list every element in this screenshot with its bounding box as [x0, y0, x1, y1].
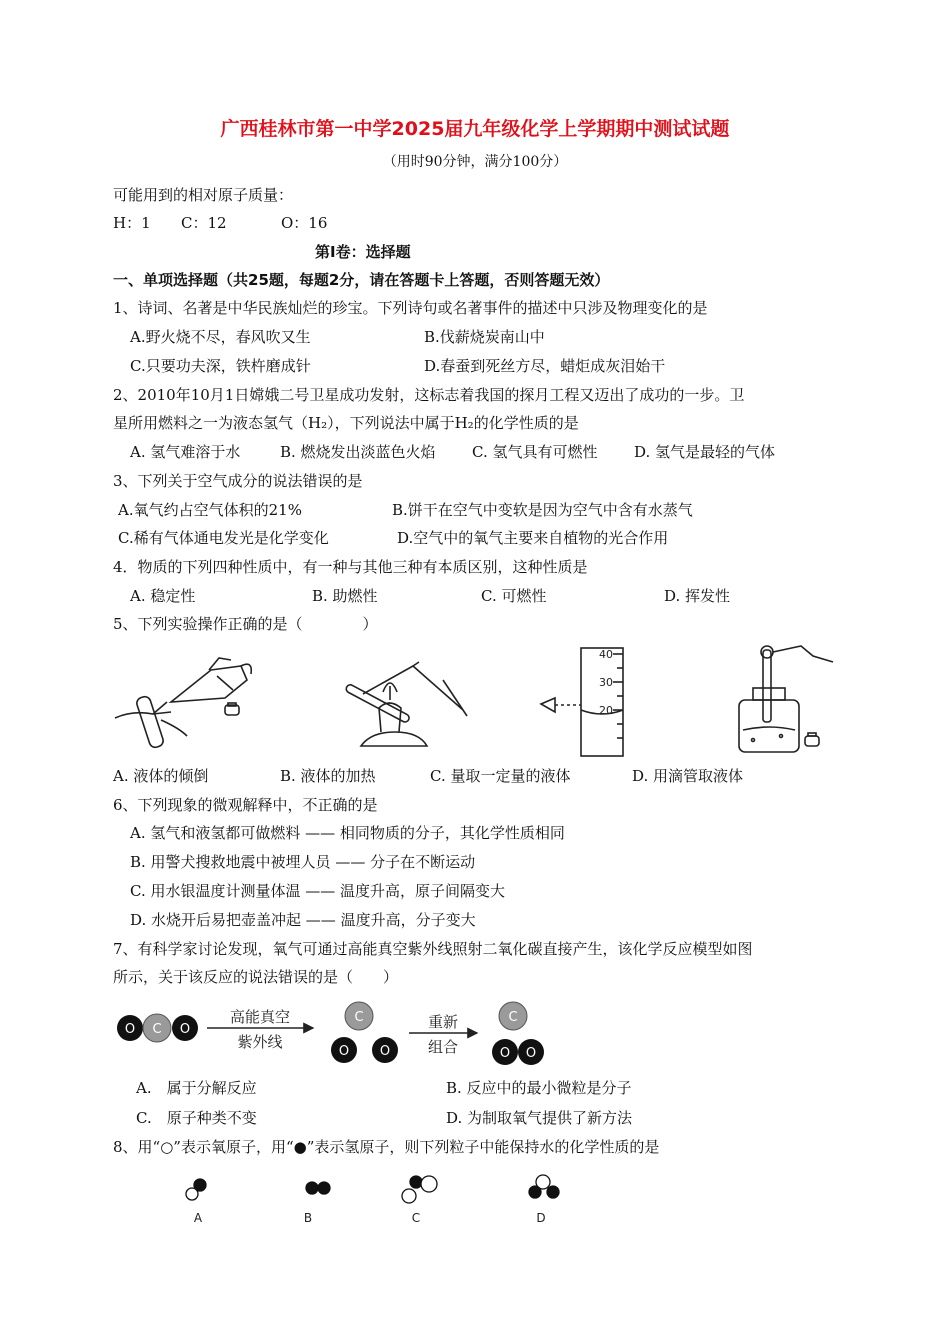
section-title: 第Ⅰ卷：选择题 — [315, 243, 411, 261]
mass-o: O：16 — [281, 214, 328, 232]
q3-stem: 3、下列关于空气成分的说法错误的是 — [113, 472, 363, 490]
section-instruction: 一、单项选择题（共25题，每题2分，请在答题卡上答题，否则答题无效） — [113, 271, 610, 289]
option-label-b: B — [303, 1211, 313, 1225]
q7-stem-line2: 所示，关于该反应的说法错误的是（ ） — [113, 968, 399, 986]
q4-option-d: D. 挥发性 — [664, 587, 731, 605]
heating-figure — [345, 662, 467, 746]
q7-option-d: D. 为制取氧气提供了新方法 — [446, 1109, 633, 1127]
svg-text:C: C — [152, 1022, 162, 1037]
svg-text:O: O — [338, 1044, 350, 1059]
q5-stem: 5、下列实验操作正确的是（ ） — [113, 615, 378, 633]
option-label-d: D — [536, 1211, 546, 1225]
q2-option-a: A. 氢气难溶于水 — [130, 443, 241, 461]
q2-option-d: D. 氢气是最轻的气体 — [634, 443, 776, 461]
hydrogen-atom — [306, 1182, 318, 1194]
option-label-c: C — [411, 1211, 421, 1225]
q1-stem: 1、诗词、名著是中华民族灿烂的珍宝。下列诗句或名著事件的描述中只涉及物理变化的是 — [113, 299, 708, 317]
q7-option-b: B. 反应中的最小微粒是分子 — [446, 1079, 632, 1097]
hydrogen-atom — [318, 1182, 330, 1194]
arrow2-top: 重新 — [427, 1013, 459, 1031]
q2-stem-line2: 星所用燃料之一为液态氢气（H₂），下列说法中属于H₂的化学性质的是 — [113, 414, 579, 432]
oxygen-atom — [402, 1189, 416, 1203]
q1-option-d: D.春蚕到死丝方尽，蜡炬成灰泪始干 — [424, 357, 666, 375]
q6-option-a: A. 氢气和液氢都可做燃料 —— 相同物质的分子，其化学性质相同 — [130, 824, 565, 842]
oxygen-atom — [421, 1176, 437, 1192]
arrow1-bottom: 紫外线 — [237, 1033, 283, 1051]
q1-option-c: C.只要功夫深，铁杵磨成针 — [130, 357, 311, 375]
dropper-figure — [739, 646, 833, 752]
svg-text:O: O — [499, 1046, 511, 1061]
arrow1-top: 高能真空 — [229, 1008, 291, 1026]
q4-option-b: B. 助燃性 — [312, 587, 378, 605]
q7-option-a: A. 属于分解反应 — [136, 1079, 257, 1097]
q7-reaction-model — [113, 996, 553, 1068]
q6-option-c: C. 用水银温度计测量体温 —— 温度升高，原子间隔变大 — [130, 882, 506, 900]
page-title: 广西桂林市第一中学2025届九年级化学上学期期中测试试题 — [220, 118, 730, 140]
option-label-a: A — [193, 1211, 203, 1225]
hydrogen-atom — [529, 1186, 541, 1198]
q4-stem: 4．物质的下列四种性质中，有一种与其他三种有本质区别，这种性质是 — [113, 558, 588, 576]
q1-option-a: A.野火烧不尽，春风吹又生 — [130, 328, 311, 346]
mass-c: C：12 — [181, 214, 227, 232]
q7-stem-line1: 7、有科学家讨论发现，氧气可通过高能真空紫外线照射二氧化碳直接产生，该化学反应模型如图 — [113, 940, 753, 958]
masses-label: 可能用到的相对原子质量： — [113, 186, 294, 204]
q3-option-c: C.稀有气体通电发光是化学变化 — [118, 529, 329, 547]
q5-option-d: D. 用滴管取液体 — [632, 767, 744, 785]
page-subtitle: （用时90分钟，满分100分） — [382, 154, 568, 170]
q5-lab-figures — [113, 640, 843, 758]
q5-option-c: C. 量取一定量的液体 — [430, 767, 571, 785]
q4-option-c: C. 可燃性 — [481, 587, 547, 605]
hydrogen-atom — [547, 1186, 559, 1198]
arrow2-bottom: 组合 — [427, 1038, 459, 1056]
oxygen-atom — [186, 1188, 198, 1200]
q7-option-c: C. 原子种类不变 — [136, 1109, 257, 1127]
tick-label: 40 — [599, 648, 613, 661]
q4-option-a: A. 稳定性 — [130, 587, 196, 605]
q2-option-c: C. 氢气具有可燃性 — [472, 443, 598, 461]
q1-option-b: B.伐薪烧炭南山中 — [424, 328, 545, 346]
hydrogen-atom — [410, 1176, 422, 1188]
svg-text:O: O — [525, 1046, 537, 1061]
mass-h: H：1 — [113, 214, 151, 232]
q8-molecule-options — [170, 1168, 590, 1232]
pouring-figure — [115, 658, 251, 749]
svg-text:C: C — [354, 1010, 364, 1025]
tick-label: 20 — [599, 704, 613, 717]
q3-option-a: A.氧气约占空气体积的21% — [118, 501, 302, 519]
svg-text:O: O — [179, 1022, 191, 1037]
q3-option-b: B.饼干在空气中变软是因为空气中含有水蒸气 — [392, 501, 693, 519]
q5-option-b: B. 液体的加热 — [280, 767, 376, 785]
svg-text:C: C — [508, 1010, 518, 1025]
svg-text:O: O — [124, 1022, 136, 1037]
cylinder-figure — [541, 648, 623, 756]
q6-option-d: D. 水烧开后易把壶盖冲起 —— 温度升高，分子变大 — [130, 911, 476, 929]
q2-stem-line1: 2、2010年10月1日嫦娥二号卫星成功发射，这标志着我国的探月工程又迈出了成功的一步。卫 — [113, 386, 745, 404]
q8-stem: 8、用“○”表示氧原子，用“●”表示氢原子，则下列粒子中能保持水的化学性质的是 — [113, 1138, 660, 1156]
tick-label: 30 — [599, 676, 613, 689]
q2-option-b: B. 燃烧发出淡蓝色火焰 — [280, 443, 436, 461]
q6-option-b: B. 用警犬搜救地震中被埋人员 —— 分子在不断运动 — [130, 853, 476, 871]
q3-option-d: D.空气中的氧气主要来自植物的光合作用 — [397, 529, 669, 547]
q6-stem: 6、下列现象的微观解释中，不正确的是 — [113, 796, 378, 814]
svg-text:O: O — [379, 1044, 391, 1059]
q5-option-a: A. 液体的倾倒 — [113, 767, 209, 785]
